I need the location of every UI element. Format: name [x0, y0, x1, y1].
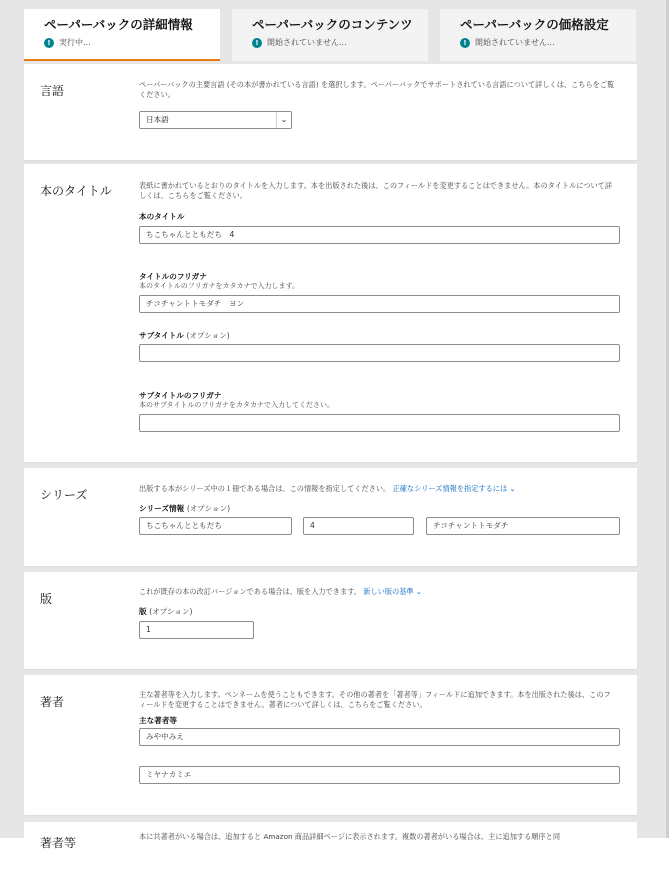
- edition-section: [24, 572, 637, 669]
- edition-description: これが既存の本の改訂バージョンである場合は、版を入力できます。: [139, 587, 361, 596]
- tab-paperback-pricing[interactable]: [440, 9, 636, 61]
- title-furigana-input[interactable]: チコチャントトモダチ ヨン: [139, 295, 620, 313]
- chevron-down-icon: ⌄: [276, 112, 291, 128]
- tab-title: ペーパーバックの詳細情報: [44, 17, 193, 32]
- language-description: ペーパーバックの主要言語 (その本が書かれている言語) を選択します。ペーパーバックでサポートされている言語について詳しくは、こちらをご覧ください。: [139, 80, 615, 99]
- primary-author-label: 主な著者等: [139, 716, 177, 725]
- series-description: 出版する本がシリーズ中の１冊である場合は、この情報を指定してください。: [139, 484, 391, 493]
- section-label-title: 本のタイトル: [40, 184, 112, 198]
- tab-paperback-details[interactable]: [24, 9, 220, 61]
- language-section: [24, 64, 637, 160]
- book-title-input[interactable]: ちこちゃんとともだち 4: [139, 226, 620, 244]
- subtitle-label: サブタイトル: [139, 331, 184, 340]
- author-description: 主な著者等を入力します。ペンネームを使うこともできます。その他の著者を「著者等」フィールドに追加できます。本を出版された後は、このフィールドを変更することはできません。著者について詳しくは、こちらをご覧ください。: [139, 690, 611, 709]
- series-furigana-input[interactable]: チコチャントトモダチ: [426, 517, 620, 535]
- title-description: 表紙に書かれているとおりのタイトルを入力します。本を出版された後は、このフィールドを変更することはできません。本のタイトルについて詳しくは、こちらをご覧ください。: [139, 181, 613, 200]
- section-label-edition: 版: [40, 592, 53, 606]
- primary-author-furigana-input[interactable]: ミヤナカミエ: [139, 766, 620, 784]
- info-icon: !: [252, 38, 262, 48]
- subtitle-furigana-input[interactable]: [139, 414, 620, 432]
- edition-criteria-link[interactable]: 新しい版の基準 ⌄: [363, 587, 422, 596]
- series-field-label: シリーズ情報: [139, 504, 185, 513]
- tab-title: ペーパーバックの価格設定: [460, 17, 609, 32]
- section-label-contributors: 著者等: [40, 836, 77, 850]
- language-selected-value: 日本語: [146, 115, 169, 124]
- series-number-input[interactable]: 4: [303, 517, 414, 535]
- title-furigana-help: 本のタイトルのフリガナをカタカナで入力します。: [139, 282, 299, 290]
- contributors-description: 本に共著者がいる場合は、追加すると Amazon 商品詳細ページに表示されます。複数の著者がいる場合は、主に追加する順序と同: [139, 832, 561, 841]
- info-icon: !: [460, 38, 470, 48]
- section-label-author: 著者: [40, 695, 65, 709]
- edition-field-optional: (オプション): [149, 607, 193, 616]
- section-label-language: 言語: [40, 84, 65, 98]
- tab-status: 実行中...: [59, 38, 91, 47]
- book-title-label: 本のタイトル: [139, 212, 185, 221]
- series-section: [24, 468, 637, 566]
- series-info-link[interactable]: 正確なシリーズ情報を指定するには ⌄: [392, 484, 516, 493]
- tab-status: 開始されていません...: [267, 38, 347, 47]
- contributors-section: [24, 822, 637, 882]
- book-title-section: [24, 164, 637, 462]
- info-icon: !: [44, 38, 54, 48]
- subtitle-input[interactable]: [139, 344, 620, 362]
- edition-input[interactable]: 1: [139, 621, 254, 639]
- primary-author-input[interactable]: みや中みえ: [139, 728, 620, 746]
- tab-paperback-content[interactable]: [232, 9, 428, 61]
- tab-status: 開始されていません...: [475, 38, 555, 47]
- subtitle-optional: (オプション): [186, 331, 230, 340]
- series-name-input[interactable]: ちこちゃんとともだち: [139, 517, 292, 535]
- tab-title: ペーパーバックのコンテンツ: [252, 17, 413, 32]
- section-label-series: シリーズ: [40, 488, 88, 502]
- series-field-optional: (オプション): [186, 504, 231, 513]
- language-select[interactable]: [139, 111, 292, 129]
- subtitle-furigana-label: サブタイトルのフリガナ: [139, 391, 222, 400]
- author-section: [24, 675, 637, 815]
- edition-field-label: 版: [139, 607, 147, 616]
- title-furigana-label: タイトルのフリガナ: [139, 272, 207, 281]
- subtitle-furigana-help: 本のサブタイトルのフリガナをカタカナで入力してください。: [139, 401, 335, 409]
